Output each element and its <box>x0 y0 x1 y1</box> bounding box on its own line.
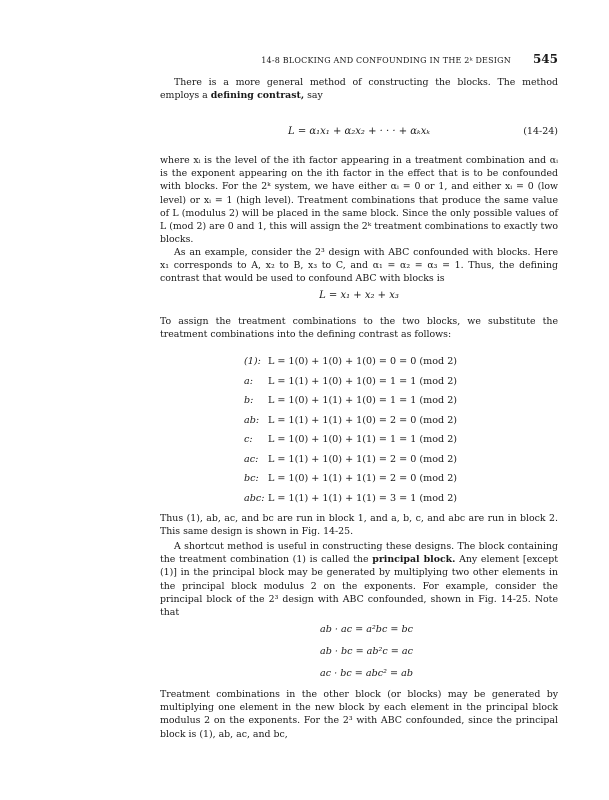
paragraph-other-blocks: Treatment combinations in the other block (or blocks) may be generated by multiplying one element in the new block by each element in the principal block modulus 2 on the exponents. For the 2³ with ABC confounded, since the principal block is (1), ab, ac, and bc, <box>160 689 558 740</box>
treatment-row: b: L = 1(0) + 1(1) + 1(0) = 1 = 1 (mod 2) <box>244 395 458 407</box>
treatment-row: bc: L = 1(0) + 1(1) + 1(1) = 2 = 0 (mod 2) <box>244 473 458 485</box>
page-number: 545 <box>532 52 558 66</box>
treatment-row: ac: L = 1(1) + 1(0) + 1(1) = 2 = 0 (mod 2) <box>244 453 458 465</box>
paragraph-definitions: where xᵢ is the level of the ith factor appearing in a treatment combination and αᵢ is the exponent appearing on the ith factor in the effect that is to be confounded with blocks. For the 2ᵏ system, we have either αᵢ = 0 or 1, and either xᵢ = 0 (low level) or xᵢ = 1 (high level). Treatment combinations that produce the same value of L (modulus 2) will be placed in the same block. Since the only possible values of L (mod 2) are 0 and 1, this will assign the 2ᵏ treatment combinations to exactly two blocks. <box>160 155 558 246</box>
paragraph-block-assignment: Thus (1), ab, ac, and bc are run in block 1, and a, b, c, and abc are run in block 2. This same design is shown in Fig. 14-25. <box>160 513 558 538</box>
treatment-row: (1): L = 1(0) + 1(0) + 1(0) = 0 = 0 (mod 2) <box>244 356 458 368</box>
running-title: 14-8 BLOCKING AND CONFOUNDING IN THE 2ᵏ DESIGN <box>261 56 511 65</box>
treatment-row: abc: L = 1(1) + 1(1) + 1(1) = 3 = 1 (mod 2) <box>244 492 458 504</box>
term-defining-contrast: defining contrast, <box>210 90 305 102</box>
paragraph-assign-intro: To assign the treatment combinations to the two blocks, we substitute the treatment combinations into the defining contrast as follows: <box>160 316 558 341</box>
product-equation: ab · bc = ab²c = ac <box>320 645 413 657</box>
equation-number: (14-24) <box>523 126 558 137</box>
paragraph-principal-block: A shortcut method is useful in constructing these designs. The block containing the treatment combination (1) is called the principal block. Any element [except (1)] in the principal block may be generated by multiplying two other elements in the principal block modulus 2 on the exponents. For example, consider the principal block of the 2³ design with ABC confounded, shown in Fig. 14-25. Note that <box>160 541 558 619</box>
paragraph-defining-contrast-intro: There is a more general method of constructing the blocks. The method employs a defining contrast, say <box>160 77 558 102</box>
product-equation: ac · bc = abc² = ab <box>320 667 413 679</box>
product-equation: ab · ac = a²bc = bc <box>320 623 413 635</box>
treatment-row: a: L = 1(1) + 1(0) + 1(0) = 1 = 1 (mod 2) <box>244 375 458 387</box>
page-header <box>160 52 558 66</box>
equation-14-24 <box>160 126 558 137</box>
treatment-combination-list <box>244 352 457 508</box>
equation-abc-contrast: L = x₁ + x₂ + x₃ <box>319 290 399 301</box>
equation-expression: L = α₁x₁ + α₂x₂ + · · · + αₖxₖ <box>288 126 430 137</box>
principal-block-products <box>320 618 413 684</box>
term-principal-block: principal block. <box>372 554 456 566</box>
treatment-row: ab: L = 1(1) + 1(1) + 1(0) = 2 = 0 (mod 2) <box>244 414 458 426</box>
treatment-row: c: L = 1(0) + 1(0) + 1(1) = 1 = 1 (mod 2) <box>244 434 458 446</box>
paragraph-example: As an example, consider the 2³ design with ABC confounded with blocks. Here x₁ corresponds to A, x₂ to B, x₃ to C, and α₁ = α₂ = α₃ = 1. Thus, the defining contrast that would be used to confound ABC with blocks is <box>160 247 558 285</box>
